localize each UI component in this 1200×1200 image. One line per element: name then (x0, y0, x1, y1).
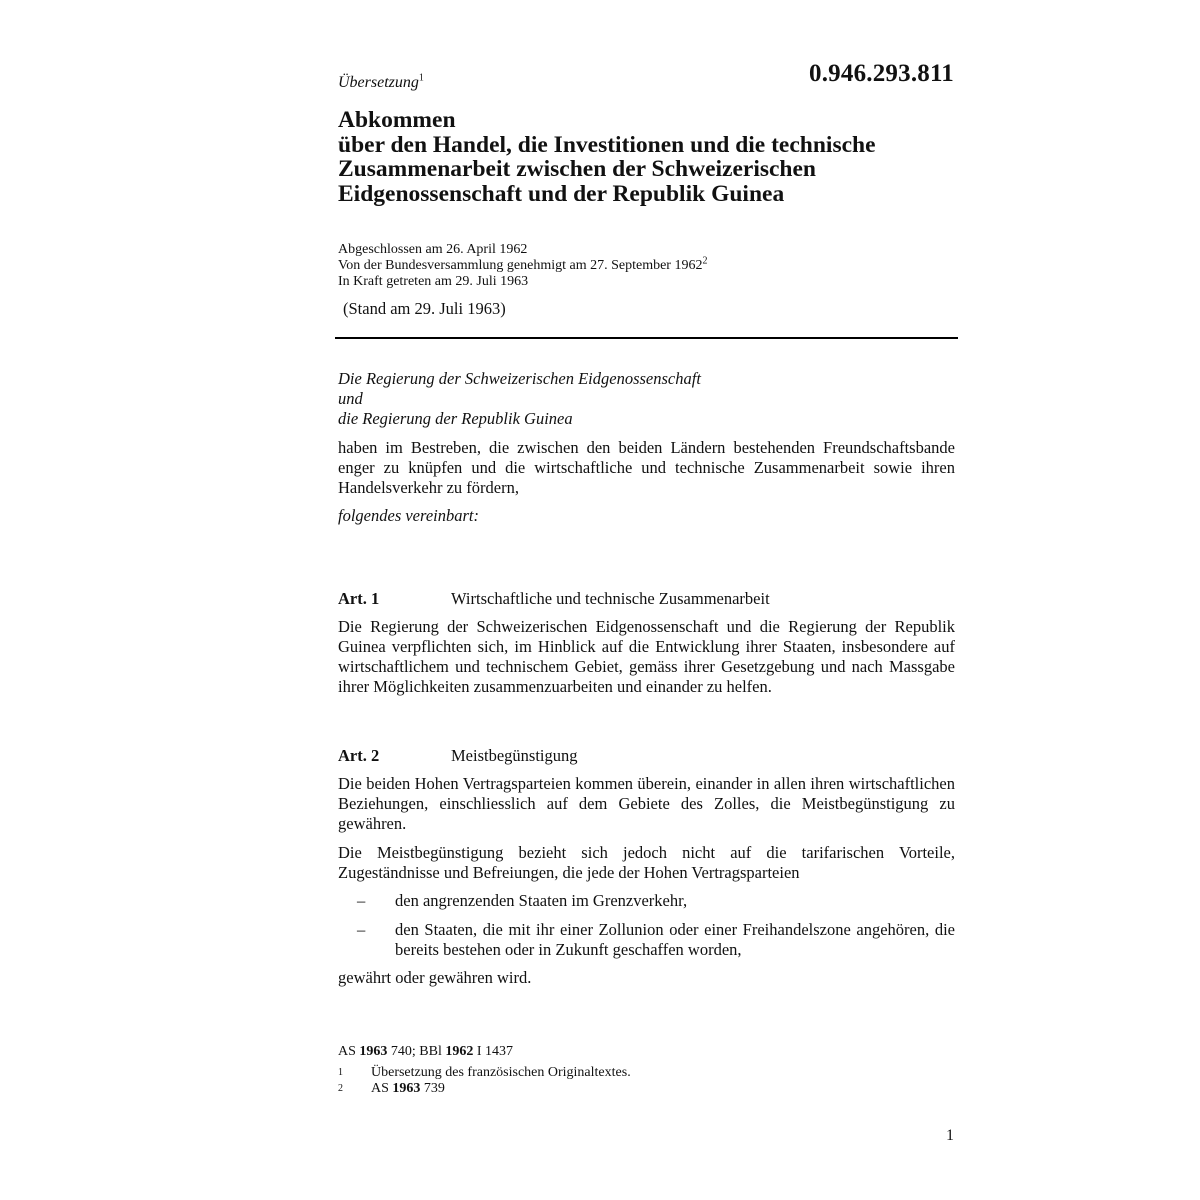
footnote-year: 1963 (392, 1081, 421, 1096)
as-label: AS (338, 1044, 360, 1059)
bbl-year: 1962 (445, 1044, 474, 1059)
title-line: Eidgenossenschaft und der Republik Guinea (338, 180, 785, 207)
approved-date-text: Von der Bundesversammlung genehmigt am 27. September 1962 (338, 258, 703, 273)
footnote-number: 1 (338, 1067, 343, 1078)
party-line: die Regierung der Republik Guinea (338, 409, 573, 428)
title-line: über den Handel, die Investitionen und die technische (338, 131, 876, 158)
list-item-text: den angrenzenden Staaten im Grenzverkehr, (395, 891, 688, 910)
translation-label (338, 74, 424, 92)
preamble-agreed: folgendes vereinbart: (338, 506, 479, 525)
in-force-date: In Kraft getreten am 29. Juli 1963 (338, 274, 529, 289)
footnote (338, 1081, 445, 1097)
approved-date (338, 255, 708, 274)
document-metadata (338, 242, 707, 290)
article-number: Art. 2 (338, 746, 380, 765)
header-divider (335, 337, 958, 339)
footnote-text: Übersetzung des französischen Originaltextes. (371, 1065, 631, 1080)
dash-bullet: – (357, 891, 366, 910)
source-reference (338, 1044, 513, 1060)
title-line: Zusammenarbeit zwischen der Schweizerischen (338, 156, 816, 182)
article-paragraph: Die Meistbegünstigung bezieht sich jedoch nicht auf die tarifarischen Vorteile, Zugeständnisse und Befreiungen, die jede der Hohen Vertragsparteien (338, 843, 955, 882)
article-closing: gewährt oder gewähren wird. (338, 968, 532, 987)
sr-number: 0.946.293.811 (809, 60, 954, 87)
footnote-number: 2 (338, 1083, 343, 1094)
footnote-ref-1[interactable]: 1 (418, 72, 424, 84)
list-item-text: den Staaten, die mit ihr einer Zollunion oder einer Freihandelszone angehören, die bereits bestehen oder in Zukunft geschaffen worden, (395, 920, 955, 959)
as-year: 1963 (359, 1044, 388, 1059)
party-line: Die Regierung der Schweizerischen Eidgenossenschaft (338, 369, 701, 388)
page-number: 1 (946, 1127, 954, 1144)
preamble-parties (338, 369, 955, 429)
footnote-ref-2[interactable]: 2 (702, 255, 708, 267)
list-item (338, 891, 955, 911)
concluded-date: Abgeschlossen am 26. April 1962 (338, 242, 528, 257)
bbl-page: I 1437 (473, 1044, 514, 1059)
title-line: Abkommen (338, 107, 456, 133)
article-number: Art. 1 (338, 589, 380, 608)
preamble-text: haben im Bestreben, die zwischen den beiden Ländern bestehenden Freundschaftsbande enger zu knüpfen und die wirtschaftliche und technische Zusammenarbeit sowie ihren Handelsverkehr zu fördern, (338, 438, 955, 497)
article-paragraph: Die beiden Hohen Vertragsparteien kommen überein, einander in allen ihren wirtschaftlichen Beziehungen, einschliesslich auf dem Gebiete des Zolles, die Meistbegünstigung zu gewähren. (338, 774, 955, 833)
article-paragraph: Die Regierung der Schweizerischen Eidgenossenschaft und die Regierung der Republik Guinea verpflichten sich, im Hinblick auf die Entwicklung ihrer Staaten, insbesondere auf wirtschaftlichem und technischem Gebiet, gemäss ihrer Gesetzgebung und nach Massgabe ihrer Möglichkeiten zusammenzuarbeiten und einander zu helfen. (338, 617, 955, 696)
party-line: und (338, 389, 363, 408)
status-date: (Stand am 29. Juli 1963) (343, 299, 506, 318)
as-page: 740; BBl (387, 1044, 446, 1059)
translation-label-text: Übersetzung (338, 74, 419, 91)
dash-bullet: – (357, 920, 366, 939)
footnote-as-label: AS (371, 1081, 393, 1096)
document-title (338, 108, 958, 206)
footnote (338, 1065, 631, 1081)
article-title: Wirtschaftliche und technische Zusammenarbeit (451, 589, 770, 608)
article-title: Meistbegünstigung (451, 746, 578, 765)
list-item (338, 920, 955, 960)
footnote-page: 739 (420, 1081, 445, 1096)
